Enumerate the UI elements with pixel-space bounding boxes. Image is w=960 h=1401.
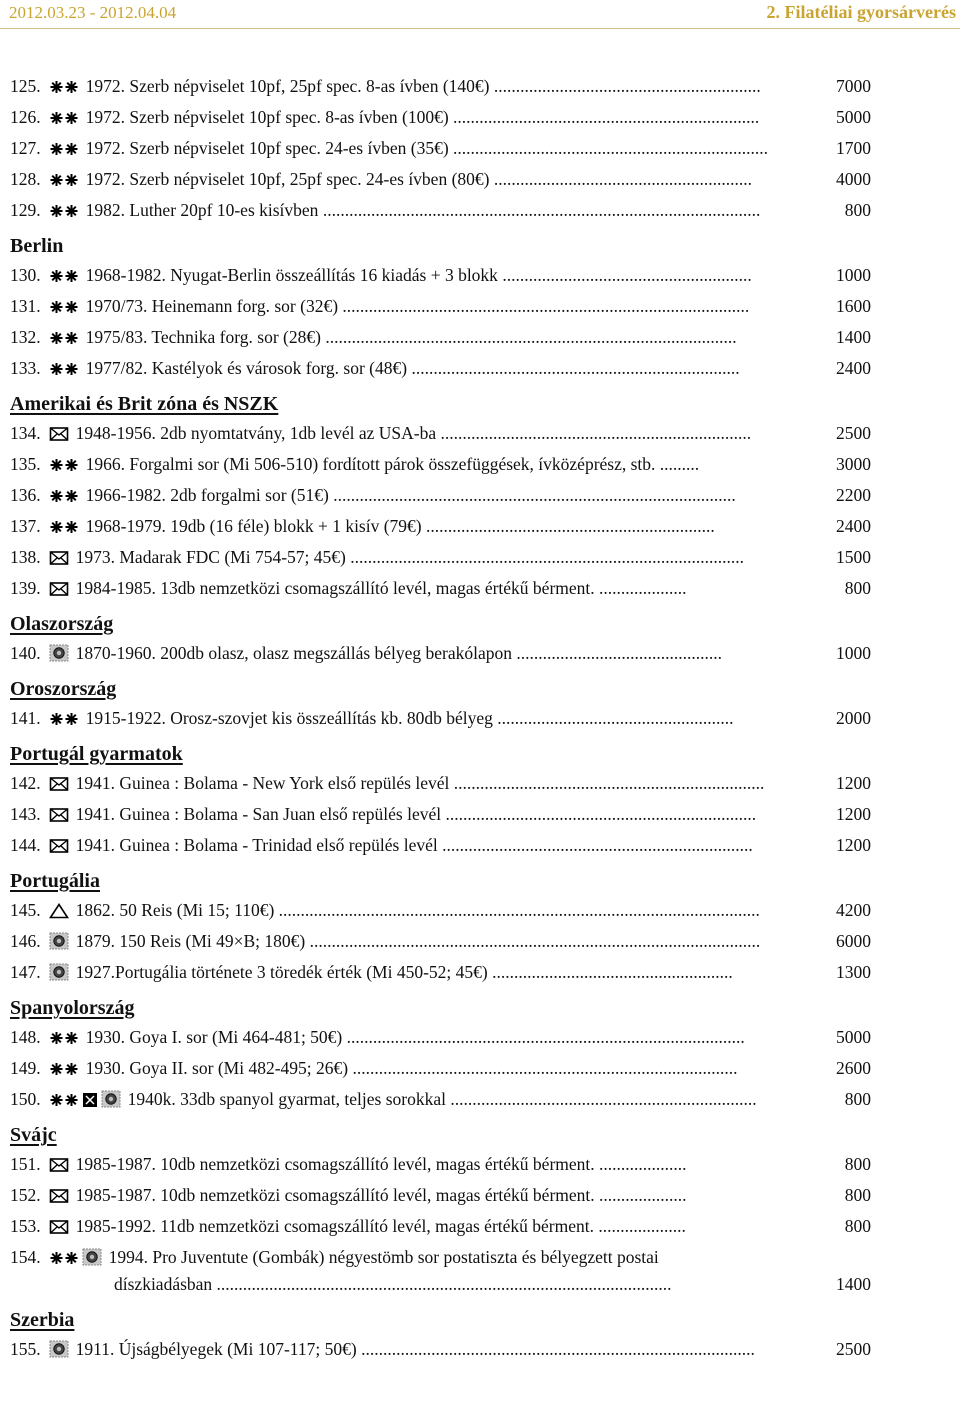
lot-number: 147. — [10, 962, 41, 982]
starting-price: 4200 — [836, 900, 871, 920]
lot-description: 1879. 150 Reis (Mi 49×B; 180€) — [75, 931, 310, 951]
dot-leader: ........................................................... — [493, 169, 752, 189]
condition-icons — [49, 899, 72, 922]
postmarked-stamp-icon — [49, 644, 69, 665]
condition-icons — [49, 642, 72, 665]
section-heading — [10, 1307, 74, 1333]
condition-icons — [49, 1153, 72, 1176]
lot-number: 131. — [10, 296, 41, 316]
starting-price: 1200 — [836, 835, 871, 855]
lot-number: 133. — [10, 358, 41, 378]
mint-never-hinged-icon — [49, 709, 79, 730]
lot-number: 141. — [10, 708, 41, 728]
dot-leader: ....................................................................... — [442, 835, 753, 855]
mint-never-hinged-icon — [49, 1248, 79, 1272]
dot-leader: ........................................................................ — [453, 138, 769, 158]
mint-never-hinged-icon — [49, 455, 79, 476]
condition-icons — [49, 1246, 105, 1272]
condition-icons — [49, 515, 82, 538]
condition-icons — [49, 168, 82, 191]
condition-icons — [49, 75, 82, 98]
lot-description: 1930. Goya II. sor (Mi 482-495; 26€) — [85, 1058, 353, 1078]
mint-never-hinged-icon — [49, 328, 79, 349]
starting-price: 800 — [844, 1216, 871, 1236]
lot-description: 1968-1982. Nyugat-Berlin összeállítás 16 kiadás + 3 blokk — [85, 265, 503, 285]
dot-leader: .................... — [599, 1185, 687, 1205]
section-heading-text: Amerikai és Brit zóna és NSZK — [10, 393, 279, 415]
lot-description: 1870-1960. 200db olasz, olasz megszállás bélyeg berakólapon — [75, 643, 517, 663]
section-heading — [10, 676, 116, 702]
lot-description: 1941. Guinea : Bolama - San Juan első repülés levél — [75, 804, 446, 824]
envelope-icon — [49, 774, 69, 795]
section-heading-text: Portugál gyarmatok — [10, 743, 183, 765]
dot-leader: ........................................................................................ — [352, 1058, 738, 1078]
lot-number: 139. — [10, 578, 41, 598]
lot-number: 150. — [10, 1089, 41, 1109]
section-heading — [10, 233, 63, 259]
condition-icons — [49, 264, 82, 287]
dot-leader: .................... — [598, 1216, 686, 1236]
condition-icons — [49, 1184, 72, 1207]
starting-price: 2200 — [836, 485, 871, 505]
lot-number: 125. — [10, 76, 41, 96]
condition-icons — [49, 326, 82, 349]
dot-leader: ........................................................................................................ — [216, 1274, 672, 1294]
lot-item — [10, 1087, 870, 1111]
lot-item — [10, 576, 870, 600]
starting-price: 1500 — [836, 547, 871, 567]
lot-description: 1940k. 33db spanyol gyarmat, teljes sorokkal — [127, 1089, 451, 1109]
starting-price: 1200 — [836, 804, 871, 824]
condition-icons — [49, 961, 72, 984]
lot-number: 142. — [10, 773, 41, 793]
starting-price: 2600 — [836, 1058, 871, 1078]
mint-never-hinged-icon — [49, 486, 79, 507]
lot-number: 128. — [10, 169, 41, 189]
dot-leader: .............................................................................................................. — [278, 900, 760, 920]
lot-description: 1982. Luther 20pf 10-es kisívben — [85, 200, 323, 220]
lot-item — [10, 1056, 870, 1080]
starting-price: 800 — [844, 578, 871, 598]
dot-leader: ....................................................... — [492, 962, 733, 982]
lot-item — [10, 1337, 870, 1361]
lot-description: 1911. Újságbélyegek (Mi 107-117; 50€) — [75, 1339, 362, 1359]
lot-item — [10, 294, 870, 318]
condition-icons — [49, 1057, 82, 1080]
lot-item — [10, 771, 870, 795]
lot-description: 1941. Guinea : Bolama - New York első repülés levél — [75, 773, 454, 793]
condition-icons — [49, 772, 72, 795]
mint-hinged-icon — [82, 1090, 98, 1111]
lot-number: 155. — [10, 1339, 41, 1359]
lot-description: 1966. Forgalmi sor (Mi 506-510) fordított párok összefüggések, ívközéprész, stb. — [85, 454, 660, 474]
lot-number: 126. — [10, 107, 41, 127]
starting-price: 800 — [844, 1154, 871, 1174]
lot-item — [10, 356, 870, 380]
dot-leader: ............................................................................................ — [333, 485, 736, 505]
starting-price: 1300 — [836, 962, 871, 982]
condition-icons — [49, 295, 82, 318]
mint-never-hinged-icon — [49, 1028, 79, 1049]
starting-price: 3000 — [836, 454, 871, 474]
lot-description: 1927.Portugália története 3 töredék érték (Mi 450-52; 45€) — [75, 962, 493, 982]
condition-icons — [49, 199, 82, 222]
dot-leader: ...................................................... — [497, 708, 734, 728]
starting-price: 2400 — [836, 358, 871, 378]
lot-description: 1972. Szerb népviselet 10pf spec. 8-as ívben (100€) — [85, 107, 454, 127]
mint-never-hinged-icon — [49, 170, 79, 191]
dot-leader: ......................................................... — [502, 265, 752, 285]
dot-leader: .................... — [599, 1154, 687, 1174]
lot-description: 1948-1956. 2db nyomtatvány, 1db levél az USA-ba — [75, 423, 441, 443]
lot-number: 137. — [10, 516, 41, 536]
section-heading — [10, 391, 278, 417]
section-heading — [10, 868, 100, 894]
dot-leader: .......................................................................................... — [361, 1339, 755, 1359]
dot-leader: ......... — [659, 454, 700, 474]
condition-icons — [49, 1026, 82, 1049]
section-heading-text: Oroszország — [10, 678, 117, 700]
lot-item — [10, 74, 870, 98]
section-heading-text: Szerbia — [10, 1309, 75, 1331]
starting-price: 7000 — [836, 76, 871, 96]
lot-description: 1941. Guinea : Bolama - Trinidad első repülés levél — [75, 835, 443, 855]
lot-description: 1984-1985. 13db nemzetközi csomagszállító levél, magas értékű bérment. — [75, 578, 600, 598]
section-heading — [10, 1122, 57, 1148]
lot-description: 1985-1992. 11db nemzetközi csomagszállító levél, magas értékű bérment. — [75, 1216, 599, 1236]
lot-number: 132. — [10, 327, 41, 347]
lot-description: 1975/83. Technika forg. sor (28€) — [85, 327, 326, 347]
lot-item — [10, 960, 870, 984]
lot-item — [10, 1245, 870, 1269]
lot-number: 127. — [10, 138, 41, 158]
lot-item — [10, 1214, 870, 1238]
condition-icons — [49, 1088, 124, 1111]
lot-number: 148. — [10, 1027, 41, 1047]
starting-price: 5000 — [836, 1027, 871, 1047]
lot-item — [10, 641, 870, 665]
starting-price: 6000 — [836, 931, 871, 951]
condition-icons — [49, 577, 72, 600]
condition-icons — [49, 106, 82, 129]
mint-never-hinged-icon — [49, 1090, 79, 1111]
envelope-icon — [49, 805, 69, 826]
lot-item — [10, 483, 870, 507]
lot-item — [10, 421, 870, 445]
postmarked-stamp-icon — [49, 1340, 69, 1361]
starting-price: 800 — [844, 1089, 871, 1109]
dot-leader: ............................................................. — [493, 76, 761, 96]
postmarked-stamp-icon — [101, 1090, 121, 1111]
postmarked-stamp-icon — [49, 963, 69, 984]
section-heading — [10, 741, 183, 767]
condition-icons — [49, 484, 82, 507]
starting-price: 2000 — [836, 708, 871, 728]
envelope-icon — [49, 579, 69, 600]
dot-leader: .................................................................................................... — [322, 200, 761, 220]
lot-item — [10, 833, 870, 857]
condition-icons — [49, 1215, 72, 1238]
lot-description: 1968-1979. 19db (16 féle) blokk + 1 kisív (79€) — [85, 516, 427, 536]
continuation-text: díszkiadásban — [114, 1274, 217, 1294]
lot-number: 138. — [10, 547, 41, 567]
lot-item — [10, 167, 870, 191]
dot-leader: ....................................................................................................... — [309, 931, 761, 951]
lot-item — [10, 1152, 870, 1176]
envelope-icon — [49, 424, 69, 445]
section-heading — [10, 995, 134, 1021]
section-title: 2. Filatéliai gyorsárverés — [766, 2, 956, 22]
lot-item — [10, 136, 870, 160]
lot-number: 129. — [10, 200, 41, 220]
lot-number: 136. — [10, 485, 41, 505]
lot-item — [10, 198, 870, 222]
condition-icons — [49, 707, 82, 730]
envelope-icon — [49, 548, 69, 569]
mint-never-hinged-icon — [49, 359, 79, 380]
lot-item — [10, 706, 870, 730]
condition-icons — [49, 137, 82, 160]
postmarked-stamp-icon — [49, 932, 69, 953]
lot-item — [10, 514, 870, 538]
condition-icons — [49, 930, 72, 953]
lot-item — [10, 898, 870, 922]
condition-icons — [49, 803, 72, 826]
lot-description-continued — [114, 1272, 784, 1296]
lot-description: 1985-1987. 10db nemzetközi csomagszállító levél, magas értékű bérment. — [75, 1185, 600, 1205]
dot-leader: ....................................................................... — [440, 423, 752, 443]
lot-number: 154. — [10, 1247, 41, 1267]
condition-icons — [49, 422, 72, 445]
lot-item — [10, 802, 870, 826]
mint-never-hinged-icon — [49, 201, 79, 222]
starting-price: 2500 — [836, 423, 871, 443]
mint-never-hinged-icon — [49, 139, 79, 160]
lot-number: 144. — [10, 835, 41, 855]
dot-leader: ....................................................................... — [445, 804, 757, 824]
lot-description: 1930. Goya I. sor (Mi 464-481; 50€) — [85, 1027, 347, 1047]
section-heading-text: Olaszország — [10, 613, 114, 635]
lot-description: 1862. 50 Reis (Mi 15; 110€) — [75, 900, 279, 920]
condition-icons — [49, 453, 82, 476]
section-heading — [10, 611, 113, 637]
lot-number: 149. — [10, 1058, 41, 1078]
dot-leader: ....................................................................... — [453, 773, 765, 793]
lot-number: 140. — [10, 643, 41, 663]
lot-number: 145. — [10, 900, 41, 920]
lot-description: 1977/82. Kastélyok és városok forg. sor (48€) — [85, 358, 412, 378]
lot-item — [10, 545, 870, 569]
dot-leader: ...................................................................... — [450, 1089, 757, 1109]
section-heading-text: Portugália — [10, 870, 100, 892]
starting-price: 1600 — [836, 296, 871, 316]
lot-item — [10, 452, 870, 476]
condition-icons — [49, 1338, 72, 1361]
lot-item — [10, 1025, 870, 1049]
lot-number: 152. — [10, 1185, 41, 1205]
section-heading-text: Spanyolország — [10, 997, 135, 1019]
envelope-icon — [49, 1186, 69, 1207]
dot-leader: .......................................................................................... — [350, 547, 745, 567]
lot-number: 135. — [10, 454, 41, 474]
lot-number: 151. — [10, 1154, 41, 1174]
envelope-icon — [49, 1217, 69, 1238]
lot-description: 1972. Szerb népviselet 10pf, 25pf spec. 8-as ívben (140€) — [85, 76, 494, 96]
lot-description: 1915-1922. Orosz-szovjet kis összeállítás kb. 80db bélyeg — [85, 708, 498, 728]
date-range: 2012.03.23 - 2012.04.04 — [9, 3, 177, 22]
dot-leader: ...................................................................... — [453, 107, 760, 127]
starting-price: 1200 — [836, 773, 871, 793]
mint-never-hinged-icon — [49, 108, 79, 129]
section-heading-text: Berlin — [10, 235, 64, 257]
starting-price: 2500 — [836, 1339, 871, 1359]
lot-item — [10, 105, 870, 129]
envelope-icon — [49, 1155, 69, 1176]
dot-leader: .................... — [599, 578, 687, 598]
lot-item — [10, 929, 870, 953]
lot-number: 130. — [10, 265, 41, 285]
lot-description: 1985-1987. 10db nemzetközi csomagszállító levél, magas értékű bérment. — [75, 1154, 600, 1174]
lot-item — [10, 1183, 870, 1207]
condition-icons — [49, 834, 72, 857]
postmarked-stamp-icon — [82, 1248, 102, 1272]
lot-number: 153. — [10, 1216, 41, 1236]
dot-leader: ............................................................................................. — [342, 296, 750, 316]
condition-icons — [49, 546, 72, 569]
mint-never-hinged-icon — [49, 1059, 79, 1080]
starting-price: 2400 — [836, 516, 871, 536]
lot-number: 134. — [10, 423, 41, 443]
starting-price: 800 — [844, 200, 871, 220]
starting-price: 1000 — [836, 643, 871, 663]
starting-price: 1000 — [836, 265, 871, 285]
condition-icons — [49, 357, 82, 380]
starting-price: 1400 — [836, 327, 871, 347]
mint-never-hinged-icon — [49, 77, 79, 98]
mint-never-hinged-icon — [49, 297, 79, 318]
dot-leader: ........................................................................................... — [346, 1027, 745, 1047]
starting-price: 1400 — [836, 1274, 871, 1294]
lot-description: 1966-1982. 2db forgalmi sor (51€) — [85, 485, 334, 505]
dot-leader: ............................................... — [516, 643, 723, 663]
section-heading-text: Svájc — [10, 1124, 57, 1146]
lot-description: 1970/73. Heinemann forg. sor (32€) — [85, 296, 343, 316]
starting-price: 800 — [844, 1185, 871, 1205]
mint-never-hinged-icon — [49, 266, 79, 287]
lot-description: 1972. Szerb népviselet 10pf, 25pf spec. 24-es ívben (80€) — [85, 169, 494, 189]
starting-price: 4000 — [836, 169, 871, 189]
lot-description: 1994. Pro Juventute (Gombák) négyestömb sor postatiszta és bélyegzett postai — [108, 1247, 659, 1267]
lot-description: 1972. Szerb népviselet 10pf spec. 24-es ívben (35€) — [85, 138, 454, 158]
dot-leader: .................................................................. — [426, 516, 715, 536]
starting-price: 1700 — [836, 138, 871, 158]
dot-leader: ........................................................................... — [411, 358, 740, 378]
lot-number: 143. — [10, 804, 41, 824]
dot-leader: .............................................................................................. — [325, 327, 737, 347]
lot-item — [10, 325, 870, 349]
lot-item — [10, 263, 870, 287]
envelope-icon — [49, 836, 69, 857]
lot-number: 146. — [10, 931, 41, 951]
mint-never-hinged-icon — [49, 517, 79, 538]
lot-description: 1973. Madarak FDC (Mi 754-57; 45€) — [75, 547, 351, 567]
unused-no-gum-icon — [49, 901, 69, 922]
starting-price: 5000 — [836, 107, 871, 127]
